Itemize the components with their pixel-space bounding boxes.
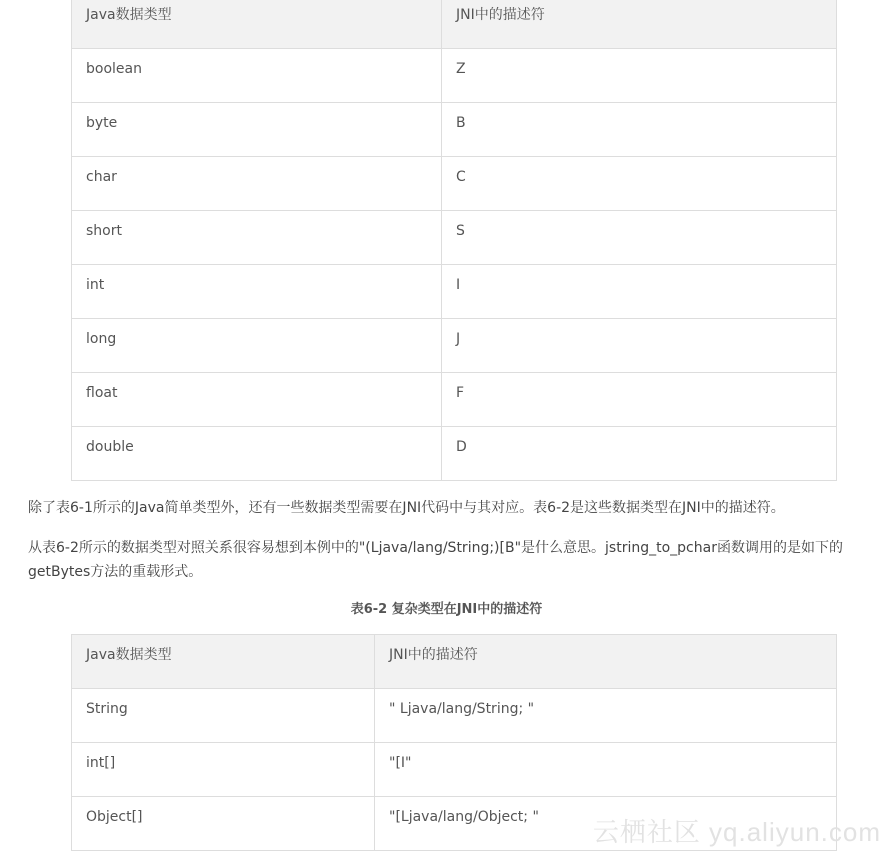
java-type-cell: long: [72, 319, 442, 373]
paragraph-explanation: 从表6-2所示的数据类型对照关系很容易想到本例中的"(Ljava/lang/String;)[B"是什么意思。jstring_to_pchar函数调用的是如下的getBytes方法的重载形式。: [28, 540, 843, 580]
java-type-cell: float: [72, 373, 442, 427]
jni-descriptor-cell: "[I": [375, 743, 837, 797]
simple-types-table: [71, 0, 837, 481]
table-row: [72, 427, 837, 481]
java-type-cell: int: [72, 265, 442, 319]
java-type-cell: Object[]: [72, 797, 375, 851]
table-row: [72, 689, 837, 743]
java-type-cell: String: [72, 689, 375, 743]
jni-descriptor-cell: I: [442, 265, 837, 319]
jni-descriptor-cell: Z: [442, 49, 837, 103]
table-header-row: [72, 635, 837, 689]
table-row: [72, 265, 837, 319]
header-java-type: Java数据类型: [72, 635, 375, 689]
table-row: [72, 743, 837, 797]
java-type-cell: boolean: [72, 49, 442, 103]
header-java-type: Java数据类型: [72, 0, 442, 49]
table-row: [72, 157, 837, 211]
jni-descriptor-cell: " Ljava/lang/String; ": [375, 689, 837, 743]
java-type-cell: byte: [72, 103, 442, 157]
jni-descriptor-cell: C: [442, 157, 837, 211]
table-caption: 表6-2 复杂类型在JNI中的描述符: [350, 602, 543, 617]
java-type-cell: char: [72, 157, 442, 211]
table-row: [72, 103, 837, 157]
table-header-row: [72, 0, 837, 49]
java-type-cell: int[]: [72, 743, 375, 797]
site-watermark: 云栖社区 yq.aliyun.com: [592, 817, 881, 847]
paragraph-intro: 除了表6-1所示的Java简单类型外，还有一些数据类型需要在JNI代码中与其对应。表6-2是这些数据类型在JNI中的描述符。: [28, 500, 785, 516]
header-jni-descriptor: JNI中的描述符: [375, 635, 837, 689]
jni-descriptor-cell: "[Ljava/lang/Object; ": [375, 797, 837, 851]
jni-descriptor-cell: S: [442, 211, 837, 265]
table-row: [72, 211, 837, 265]
java-type-cell: short: [72, 211, 442, 265]
jni-descriptor-cell: D: [442, 427, 837, 481]
table-row: [72, 319, 837, 373]
header-jni-descriptor: JNI中的描述符: [442, 0, 837, 49]
java-type-cell: double: [72, 427, 442, 481]
jni-descriptor-cell: B: [442, 103, 837, 157]
jni-descriptor-cell: F: [442, 373, 837, 427]
table-row: [72, 373, 837, 427]
table-row: [72, 49, 837, 103]
jni-descriptor-cell: J: [442, 319, 837, 373]
